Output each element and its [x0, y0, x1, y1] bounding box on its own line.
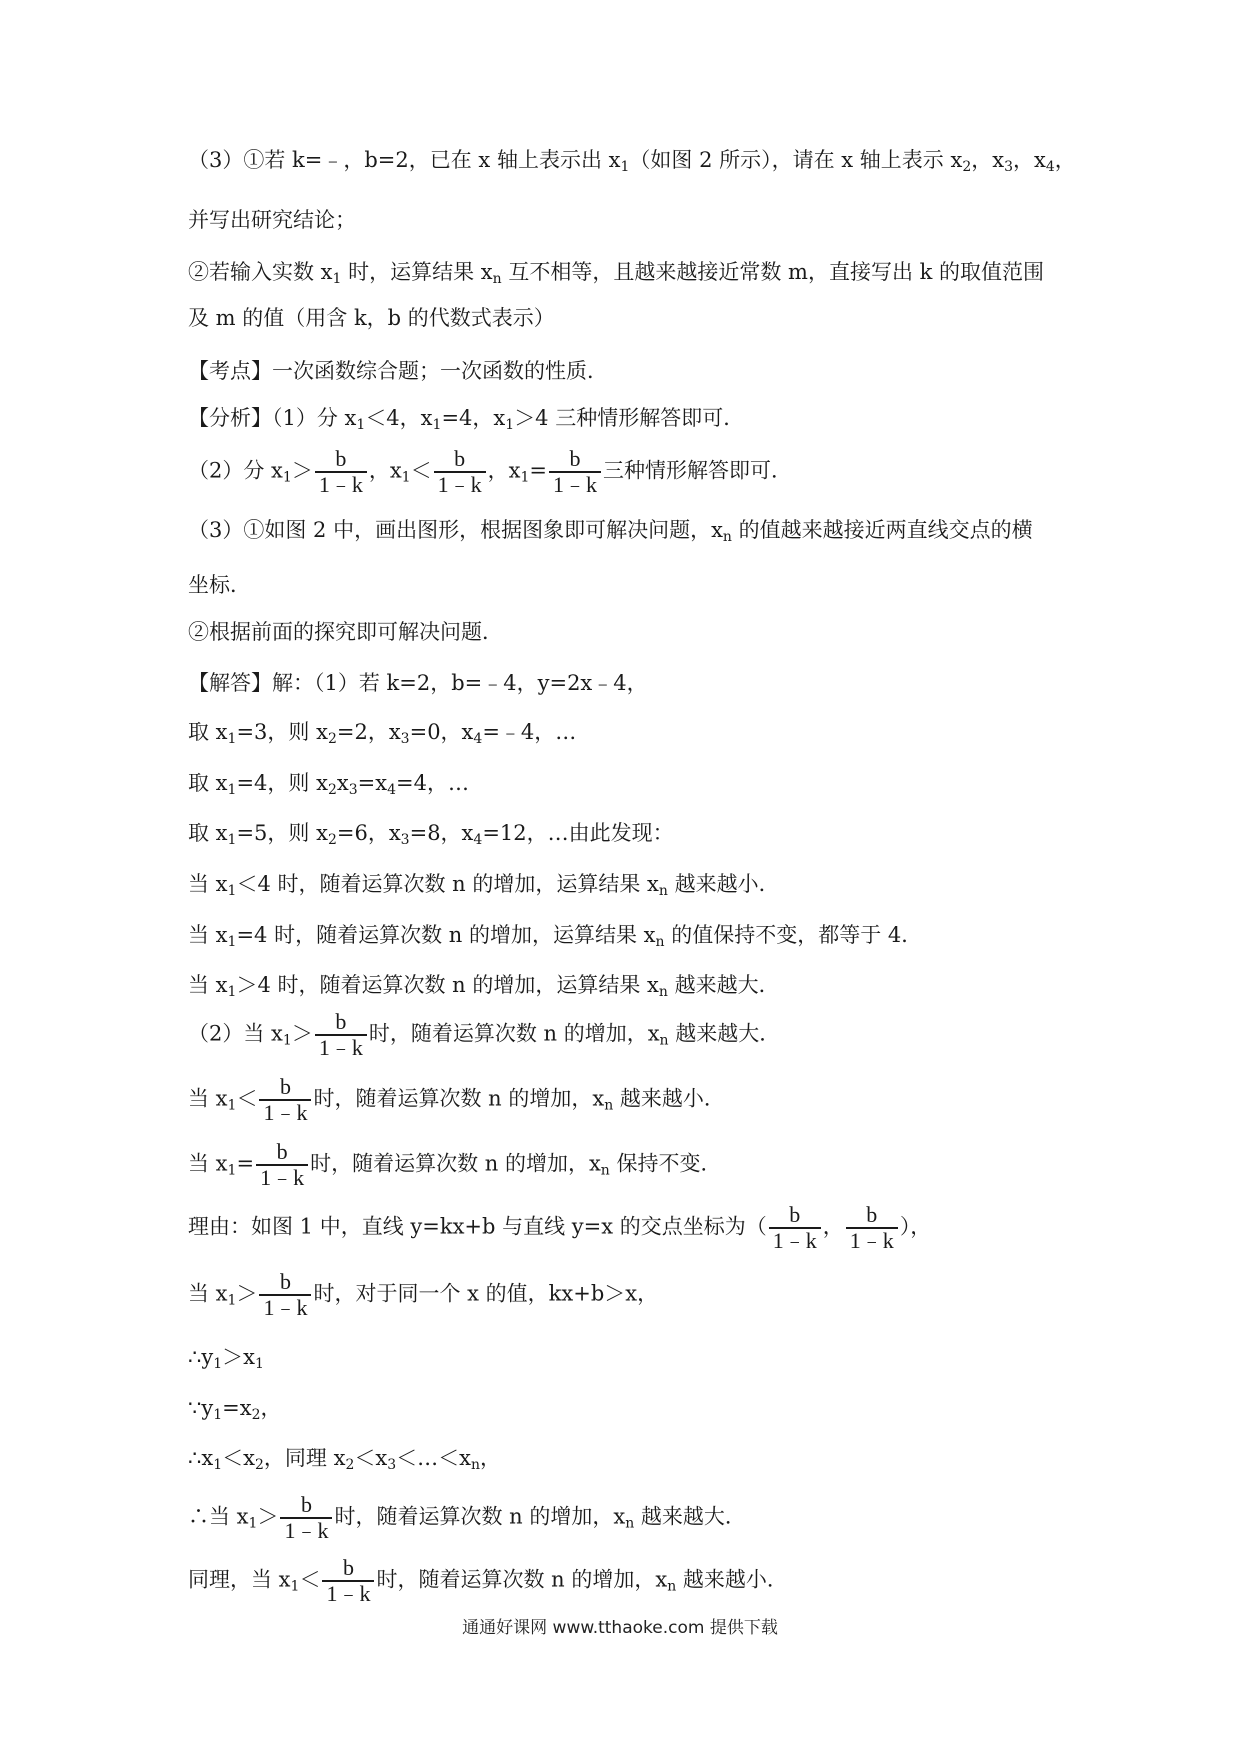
fraction-denominator: 1﹣k [259, 1294, 311, 1320]
subscript: 3 [348, 782, 358, 798]
subscript: n [600, 1162, 610, 1179]
subscript: 1 [213, 1457, 223, 1473]
fraction [434, 447, 486, 497]
subscript: n [659, 1032, 669, 1049]
text-run: =4 时，随着运算次数 n 的增加，运算结果 x [236, 923, 656, 947]
subscript: 1 [227, 934, 237, 950]
text-run: （3）①如图 2 中，画出图形，根据图象即可解决问题，x [188, 518, 723, 542]
fraction [769, 1203, 821, 1253]
subscript: 2 [345, 1457, 355, 1473]
subscript: 1 [401, 469, 411, 486]
text-run: 越来越小． [676, 1567, 788, 1592]
text-run: 越来越大． [634, 1504, 746, 1529]
text-run: 越来越大． [667, 973, 780, 997]
text-run: 的值越来越接近两直线交点的横 [731, 518, 1033, 542]
text-run: 理由：如图 1 中，直线 y=kx+b 与直线 y=x 的交点坐标为（ [188, 1214, 767, 1239]
text-line [188, 869, 780, 906]
text-run: ＞4 三种情形解答即可． [514, 406, 745, 430]
text-run: ②根据前面的探究即可解决问题． [188, 620, 503, 644]
text-run: ＞ [291, 458, 313, 483]
subscript: n [667, 1578, 677, 1595]
text-run: （3）①若 k=﹣，b=2，已在 x 轴上表示出 x [188, 148, 621, 172]
text-line [188, 1010, 780, 1060]
text-run: 时，随着运算次数 n 的增加，x [313, 1086, 605, 1111]
text-run: 取 x [188, 771, 228, 795]
section-heading [188, 403, 744, 440]
text-run: 越来越小． [613, 1086, 725, 1111]
text-run: 取 x [188, 720, 228, 744]
text-run: ，x [1013, 148, 1046, 172]
text-run: ∴当 x [188, 1504, 249, 1529]
text-run: 时，随着运算次数 n 的增加，x [310, 1151, 601, 1176]
section-heading [188, 356, 608, 386]
text-line [188, 145, 1076, 182]
subscript: 1 [227, 782, 237, 798]
text-run: （2）当 x [188, 1021, 283, 1046]
text-run: ＜ [236, 1086, 258, 1111]
subscript: 1 [248, 1515, 258, 1532]
text-line [188, 1203, 931, 1253]
subscript: n [625, 1515, 635, 1532]
text-run: 时，随着运算次数 n 的增加，x [368, 1021, 660, 1046]
text-run: ＜…＜x [396, 1446, 471, 1470]
fraction-denominator: 1﹣k [846, 1227, 898, 1253]
fraction-numerator: b [279, 1269, 291, 1294]
subscript: 1 [227, 883, 237, 899]
page-footer: 通通好课网 www.tthaoke.com 提供下载 [462, 1618, 778, 1638]
subscript: n [492, 271, 502, 287]
subscript: n [722, 529, 732, 545]
fraction [315, 1010, 367, 1060]
subscript: 1 [213, 1356, 223, 1372]
text-run: 同理，当 x [188, 1567, 291, 1592]
subscript: 1 [227, 1097, 237, 1114]
subscript: 2 [327, 832, 337, 848]
subscript: 4 [473, 731, 483, 747]
fraction-numerator: b [342, 1555, 354, 1580]
fraction-denominator: 1﹣k [549, 471, 601, 497]
text-run: 时，对于同一个 x 的值，kx+b＞x， [313, 1281, 659, 1306]
text-run: ）， [899, 1214, 932, 1239]
text-run: 坐标． [188, 573, 251, 597]
text-run: =3，则 x [236, 720, 328, 744]
text-run: ＜4，x [365, 406, 433, 430]
fraction-denominator: 1﹣k [322, 1580, 374, 1606]
text-run: ＞ [236, 1281, 258, 1306]
subscript: 1 [356, 417, 366, 433]
text-run: =0，x [409, 720, 474, 744]
fraction-denominator: 1﹣k [280, 1517, 332, 1543]
text-line [188, 205, 356, 235]
fraction-numerator: b [335, 446, 347, 471]
text-run: 的值保持不变，都等于 4． [664, 923, 923, 947]
text-run: 【解答】解：（1）若 k=2，b=﹣4，y=2x﹣4， [188, 671, 648, 695]
subscript: 1 [505, 417, 515, 433]
text-run: 时，随着运算次数 n 的增加，x [376, 1567, 668, 1592]
text-run: =8，x [409, 821, 474, 845]
text-run: x [336, 771, 349, 795]
text-line [188, 1342, 264, 1379]
fraction [846, 1203, 898, 1253]
text-run: ②若输入实数 x [188, 260, 333, 284]
text-run: =x [357, 771, 388, 795]
text-run: ， [480, 1446, 501, 1470]
text-run: ，x [971, 148, 1005, 172]
text-run: 当 x [188, 1281, 228, 1306]
text-run: ，同理 x [263, 1446, 346, 1470]
text-run: =2，x [336, 720, 401, 744]
text-run: ＞ [291, 1021, 313, 1046]
text-run: =﹣4，… [482, 720, 577, 744]
fraction-denominator: 1﹣k [256, 1164, 308, 1190]
text-run: =12，…由此发现： [482, 821, 674, 845]
subscript: 1 [620, 159, 630, 175]
text-line [188, 257, 1044, 294]
subscript: 1 [227, 731, 237, 747]
text-run: =4，x [441, 406, 506, 430]
subscript: n [655, 934, 665, 950]
fraction [315, 447, 367, 497]
text-run: ＜ [299, 1567, 321, 1592]
fraction-numerator: b [569, 446, 581, 471]
text-run: ＜ [410, 458, 432, 483]
subscript: 1 [520, 469, 530, 486]
subscript: 2 [962, 159, 972, 175]
text-line [188, 1493, 746, 1543]
text-run: 越来越小． [667, 872, 780, 896]
text-run: ＞ [257, 1504, 279, 1529]
text-run: = [529, 458, 547, 483]
text-run: 及 m 的值（用含 k，b 的代数式表示） [188, 306, 555, 330]
text-line [188, 1270, 658, 1320]
text-run: ， [822, 1214, 844, 1239]
text-run: 当 x [188, 1151, 228, 1176]
subscript: 3 [1004, 159, 1014, 175]
subscript: 3 [387, 1457, 397, 1473]
text-run: =x [222, 1396, 252, 1420]
fraction [259, 1075, 311, 1125]
text-run: ＜x [222, 1446, 255, 1470]
section-heading [188, 668, 648, 698]
text-run: （如图 2 所示），请在 x 轴上表示 x [629, 148, 963, 172]
fraction-denominator: 1﹣k [315, 1034, 367, 1060]
fraction-numerator: b [335, 1009, 347, 1034]
fraction-numerator: b [276, 1139, 288, 1164]
text-line [188, 717, 576, 754]
subscript: 1 [255, 1356, 264, 1372]
subscript: 2 [327, 731, 337, 747]
text-run: ，x [368, 458, 402, 483]
text-run: ∴x [188, 1446, 214, 1470]
fraction-denominator: 1﹣k [769, 1227, 821, 1253]
subscript: 1 [290, 1578, 300, 1595]
fraction-numerator: b [866, 1202, 878, 1227]
subscript: 1 [227, 1292, 237, 1309]
text-run: （2）分 x [188, 458, 283, 483]
text-run: 【考点】一次函数综合题；一次函数的性质． [188, 359, 608, 383]
text-run: ∴y [188, 1345, 214, 1369]
text-run: 当 x [188, 973, 228, 997]
fraction [549, 447, 601, 497]
text-line [188, 768, 469, 805]
text-run: ＜x [354, 1446, 388, 1470]
text-run: 三种情形解答即可． [603, 458, 792, 483]
text-run: ， [260, 1396, 282, 1420]
text-line [188, 920, 922, 957]
fraction-numerator: b [300, 1492, 312, 1517]
fraction [259, 1270, 311, 1320]
text-line [188, 1556, 788, 1606]
text-run: 并写出研究结论； [188, 208, 356, 232]
subscript: 4 [473, 832, 483, 848]
text-run: = [236, 1151, 255, 1176]
subscript: 1 [282, 1032, 292, 1049]
subscript: 2 [327, 782, 337, 798]
text-run: 保持不变． [609, 1151, 722, 1176]
text-line [188, 1393, 282, 1430]
text-run: =4，… [396, 771, 469, 795]
text-run: 【分析】（1）分 x [188, 406, 357, 430]
text-run: =5，则 x [236, 821, 328, 845]
fraction-denominator: 1﹣k [434, 471, 486, 497]
fraction [256, 1140, 308, 1190]
text-run: =4，则 x [236, 771, 328, 795]
text-run: ＞x [222, 1345, 255, 1369]
text-run: ∵y [188, 1396, 214, 1420]
text-line [188, 818, 674, 855]
subscript: 3 [400, 731, 410, 747]
subscript: n [604, 1097, 614, 1114]
text-run: 越来越大． [668, 1021, 781, 1046]
text-run: 互不相等，且越来越接近常数 m，直接写出 k 的取值范围 [501, 260, 1045, 284]
subscript: n [658, 883, 668, 899]
text-line [188, 1075, 725, 1125]
text-run: ， [1054, 148, 1076, 172]
text-run: ，x [487, 458, 521, 483]
subscript: 4 [1045, 159, 1055, 175]
subscript: 4 [387, 782, 396, 798]
text-line [188, 617, 503, 647]
text-run: 取 x [188, 821, 228, 845]
text-run: =6，x [336, 821, 401, 845]
subscript: 1 [227, 832, 237, 848]
text-run: ＜4 时，随着运算次数 n 的增加，运算结果 x [236, 872, 659, 896]
text-run: 当 x [188, 872, 228, 896]
fraction [322, 1556, 374, 1606]
text-run: 时，运算结果 x [341, 260, 493, 284]
fraction-denominator: 1﹣k [315, 471, 367, 497]
text-line [188, 303, 555, 333]
subscript: 2 [254, 1457, 264, 1473]
fraction-numerator: b [279, 1074, 291, 1099]
text-run: 当 x [188, 923, 228, 947]
fraction-numerator: b [454, 446, 466, 471]
text-line [188, 515, 1033, 552]
fraction-denominator: 1﹣k [259, 1099, 311, 1125]
text-line [188, 970, 780, 1007]
text-line [188, 447, 792, 497]
subscript: 1 [227, 984, 237, 1000]
text-run: 时，随着运算次数 n 的增加，x [334, 1504, 626, 1529]
subscript: 1 [282, 469, 292, 486]
subscript: n [658, 984, 668, 1000]
subscript: 1 [332, 271, 342, 287]
text-run: 当 x [188, 1086, 228, 1111]
subscript: 3 [400, 832, 410, 848]
text-line [188, 570, 251, 600]
fraction [280, 1493, 332, 1543]
text-run: ＞4 时，随着运算次数 n 的增加，运算结果 x [236, 973, 659, 997]
subscript: n [470, 1457, 480, 1473]
subscript: 1 [227, 1162, 237, 1179]
text-line [188, 1443, 501, 1480]
subscript: 2 [251, 1407, 261, 1423]
text-line [188, 1140, 722, 1190]
subscript: 1 [432, 417, 442, 433]
subscript: 1 [213, 1407, 223, 1423]
fraction-numerator: b [789, 1202, 801, 1227]
